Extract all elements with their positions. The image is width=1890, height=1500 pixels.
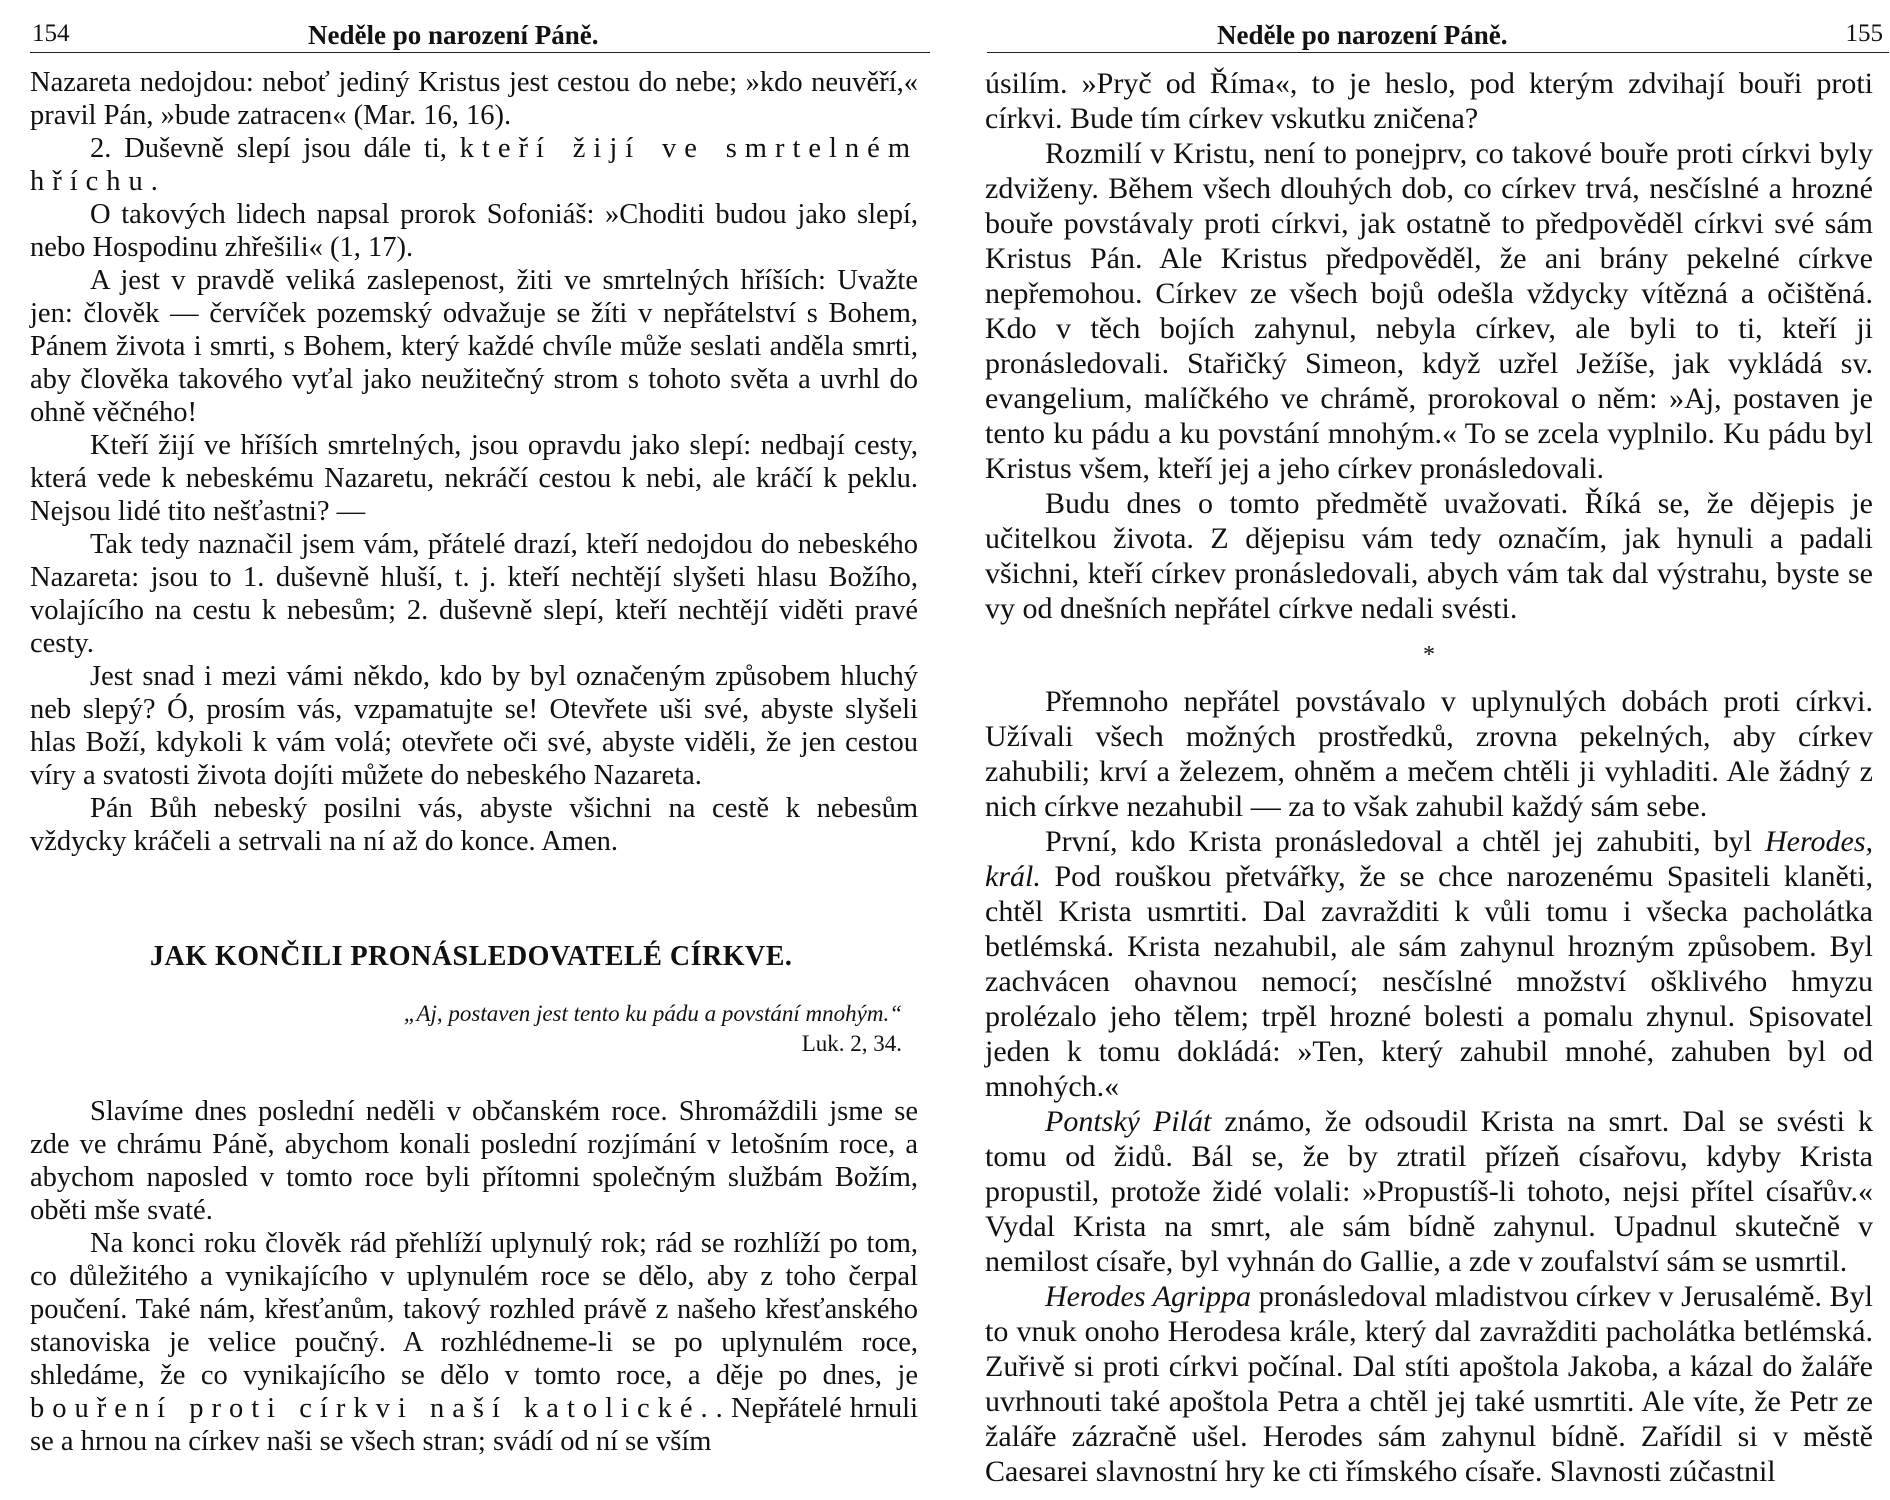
- paragraph: Jest snad i mezi vámi někdo, kdo by byl označeným způsobem hluchý neb slepý? Ó, prosím vás, vzpamatujte se! Otevřete uši své, abyste slyšeli hlas Boží, kdykoli k vám volá; otevřete oči své, abyste viděli, že jen cestou víry a svatosti života dojíti můžete do nebeského Nazareta.: [30, 661, 918, 791]
- italic-name: Herodes Agrippa: [1045, 1280, 1252, 1313]
- paragraph: Pán Bůh nebeský posilni vás, abyste všichni na cestě k nebesům vždycky kráčeli a setrvali na ní až do konce. Amen.: [30, 793, 918, 857]
- section-separator: *: [1423, 642, 1435, 668]
- italic-name: Herodes, král.: [985, 825, 1874, 893]
- left-page-header: [30, 14, 930, 53]
- paragraph: Budu dnes o tomto předmětě uvažovati. Říká se, že dějepis je učitelkou života. Z dějepisu vám tedy označím, jak hynuli a padali všichni, kteří církev pronásledovali, abych vám tak dal výstrahu, byste se vy od dnešních nepřátel církve nedali svésti.: [985, 487, 1873, 625]
- left-page-text: [30, 66, 918, 1458]
- paragraph: Rozmilí v Kristu, není to ponejprv, co takové bouře proti církvi byly zdviženy. Během všech dlouhých dob, co církev trvá, nesčíslné a hrozné bouře povstávaly proti církvi, jak ostatně to předpověděl církvi své sám Kristus Pán. Ale Kristus předpověděl, že ani brány pekelné církve nepřemohou. Církev ze všech bojů odešla vždycky vítězná a očištěná. Kdo v těch bojích zahynul, nebyla církev, ale byli to ti, kteří ji pronásledovali. Stařičký Simeon, když uzřel Ježíše, jak vykládá sv. evangelium, malíčkého ve chrámě, prorokoval o něm: »Aj, postaven je tento ku pádu a ku povstání mnohým.« To se zcela vyplnilo. Ku pádu byl Kristus všem, kteří jej a jeho církev pronásledovali.: [985, 137, 1873, 485]
- paragraph: Tak tedy naznačil jsem vám, přátelé drazí, kteří nedojdou do nebeského Nazareta: jsou to 1. duševně hluší, t. j. kteří nechtějí slyšeti hlasu Božího, volajícího na cestu k nebesům; 2. duševně slepí, kteří nechtějí viděti pravé cesty.: [30, 529, 918, 659]
- paragraph: A jest v pravdě veliká zaslepenost, žiti ve smrtelných hříších: Uvažte jen: člověk — červíček pozemský odvažuje se žíti v nepřátelství s Bohem, Pánem života i smrti, s Bohem, který každé chvíle může seslati anděla smrti, aby člověka takového vyťal jako neužitečný strom s tohoto světa a uvrhl do ohně věčného!: [30, 265, 918, 428]
- text-run: známo, že odsoudil Krista na smrt. Dal se svésti k tomu od židů. Bál se, že by ztratil přízeň císařovu, kdyby Krista propustil, protože židé volali: »Propustíš-li tohoto, nejsi přítel císařův.« Vydal Krista na smrt, ale sám bídně zahynul. Upadnul skutečně v nemilost císaře, byl vyhnán do Gallie, a zde v zoufalství sám se usmrtil.: [985, 1105, 1873, 1278]
- motto-quote: „Aj, postaven jest tento ku pádu a povstání mnohým.“: [403, 1001, 902, 1026]
- paragraph: Nazareta nedojdou: neboť jediný Kristus jest cestou do nebe; »kdo neuvěří,« pravil Pán, »bude zatracen« (Mar. 16, 16).: [30, 67, 918, 131]
- text-run: . Nepřátelé hrnuli se a hrnou na církev naši se všech stran; svádí od ní se vším: [30, 1393, 918, 1457]
- paragraph: Kteří žijí ve hříších smrtelných, jsou opravdu jako slepí: nedbají cesty, která vede k nebeskému Nazaretu, nekráčí cestou k nebi, ale kráčí k peklu. Nejsou lidé tito nešťastni? —: [30, 430, 918, 527]
- paragraph: [985, 1279, 1873, 1489]
- section-title: JAK KONČILI PRONÁSLEDOVATELÉ CÍRKVE.: [150, 941, 793, 972]
- paragraph: [30, 1227, 918, 1458]
- paragraph: [985, 824, 1873, 1104]
- paragraph: úsilím. »Pryč od Říma«, to je heslo, pod kterým zdvihají bouři proti církvi. Bude tím církev vskutku zničena?: [985, 67, 1873, 135]
- text-run: První, kdo Krista pronásledoval a chtěl jej zahubiti, byl: [1045, 825, 1752, 858]
- motto-reference: Luk. 2, 34.: [801, 1031, 902, 1056]
- text-run: Pod rouškou přetvářky, že se chce narozenému Spasiteli klaněti, chtěl Krista usmrtiti. Dal zavražditi k vůli tomu i všecka pacholátka betlémská. Krista nezahubil, ale sám zahynul hrozným způsobem. Byl zachvácen ohavnou nemocí; nesčíslné množství ošklivého hmyzu prolézalo jeho tělem; trpěl hrozné bolesti a pomalu zhynul. Spisovatel jeden k tomu dokládá: »Ten, který zahubil mnohé, zahuben byl od mnohých.«: [985, 860, 1874, 1103]
- paragraph: Přemnoho nepřátel povstávalo v uplynulých dobách proti církvi. Užívali všech možných prostředků, zrovna pekelných, aby církev zahubili; krví a železem, ohněm a mečem chtěli ji vyhladiti. Ale žádný z nich církve nezahubil — za to však zahubil každý sám sebe.: [985, 685, 1873, 823]
- right-page: [945, 0, 1890, 1500]
- spaced-emphasis: bouření proti církvi naší katolické.: [30, 1393, 716, 1424]
- right-page-text: [985, 66, 1873, 1489]
- text-run: pronásledoval mladistvou církev v Jerusalémě. Byl to vnuk onoho Herodesa krále, který dal zavražditi pacholátka betlémská. Zuřivě si proti církvi počínal. Dal stíti apoštola Jakoba, a kázal do žaláře uvrhnouti také apoštola Petra a chtěl jej také usmrtiti. Ale víte, že Petr ze žaláře zázračně ušel. Herodes sám zahynul bídně. Zařídil si v městě Caesarei slavnostní hry ke cti římského císaře. Slavnosti zúčastnil: [985, 1280, 1874, 1488]
- italic-name: Pontský Pilát: [1045, 1105, 1212, 1138]
- text-run: 2. Duševně slepí jsou dále ti,: [90, 133, 447, 164]
- right-page-number: 155: [1845, 20, 1883, 47]
- spaced-emphasis: kteří žijí ve smrtelném hříchu.: [30, 133, 918, 197]
- paragraph: Slavíme dnes poslední neděli v občanském roce. Shromáždili jsme se zde ve chrámu Páně, abychom konali poslední rozjímání v letošním roce, a abychom naposled v tomto roce byli přítomni společným službám Božím, oběti mše svaté.: [30, 1096, 918, 1226]
- left-running-head: Neděle po narození Páně.: [308, 20, 599, 50]
- right-page-header: [987, 14, 1889, 53]
- left-page-number: 154: [32, 20, 70, 47]
- right-running-head: Neděle po narození Páně.: [1217, 20, 1508, 50]
- paragraph: [30, 132, 918, 198]
- paragraph: O takových lidech napsal prorok Sofoniáš: »Choditi budou jako slepí, nebo Hospodinu zhřešili« (1, 17).: [30, 199, 918, 263]
- paragraph: [985, 1104, 1873, 1279]
- text-run: Na konci roku člověk rád přehlíží uplynulý rok; rád se rozhlíží po tom, co důležitého a vynikajícího v uplynulém roce se dělo, aby z toho čerpal poučení. Také nám, křesťanům, takový rozhled právě z našeho křesťanského stanoviska je velice poučný. A rozhlédneme-li se po uplynulém roce, shledáme, že co vynikajícího se dělo v tomto roce, a děje po dnes, je: [30, 1228, 918, 1391]
